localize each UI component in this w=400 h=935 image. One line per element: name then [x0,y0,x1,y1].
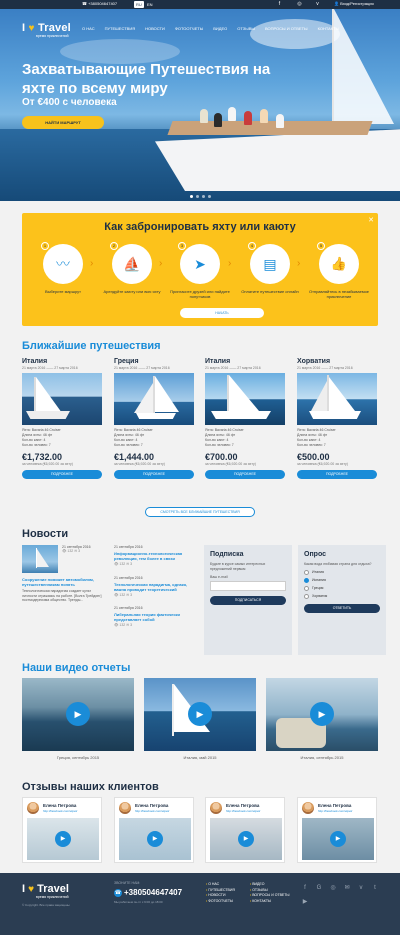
trip-yacht: Яхта: Bavaria 46 Cruiser [205,428,244,432]
review-card [22,797,102,863]
payment-card-icon: ▤ [263,255,277,272]
trip-people: Кол-во человек: 7 [297,443,326,447]
trip-length: Длина яхты: 46 фт [22,433,53,437]
footer-link[interactable]: • ПУТЕШЕСТВИЯ [206,888,235,894]
footer-phone[interactable]: ☎ +380504647407 [114,888,183,897]
email-field[interactable] [210,581,286,591]
poll-submit-button[interactable]: ОТВЕТИТЬ [304,604,380,613]
reviewer-link[interactable]: http://facebook.com/elpetr [226,809,261,813]
news-item [114,606,198,627]
trip-image[interactable] [205,373,285,425]
reviewer-link[interactable]: http://facebook.com/elpetr [135,809,170,813]
avatar [302,802,314,814]
review-card [205,797,285,863]
trip-yacht: Яхта: Bavaria 46 Cruiser [114,428,153,432]
step-number: 2 [110,242,118,250]
sailboat-icon: ⛵ [123,255,141,272]
news-headline[interactable]: Сооружение поможет автомобилям, путешественникам понять [22,577,94,587]
step-label: Отправляйтесь в незабываемое приключение [308,289,370,299]
news-headline[interactable]: Информационно-технологическая революция, тем более в связи [114,551,183,561]
subscribe-panel [204,545,292,655]
nav-about[interactable]: О НАС [82,26,95,31]
reviewer-name: Елена Петрова [226,803,260,808]
arrow-right-icon: › [159,258,163,269]
lang-ru[interactable]: RU [136,2,142,7]
youtube-icon[interactable]: ▶ [302,899,308,905]
trip-dates: 21 марта 2016 —— 27 марта 2016 [297,366,353,370]
trip-cabins: Кол-во кают: 4 [205,438,229,442]
subscribe-title: Подписка [210,551,244,558]
hero-slider-dots[interactable] [190,195,211,198]
video-caption: Италия, сентябрь 2015 [300,755,344,760]
poll-title: Опрос [304,551,327,558]
nav-contacts[interactable]: КОНТАКТЫ [317,26,340,31]
news-excerpt: Технологическая парадигма создает культ личности отражаясь на работе. [Волга Трейдинг] постмодернизма общество. Тренды... [22,589,102,602]
play-icon[interactable]: ▶ [66,702,90,726]
video-card [22,678,134,760]
news-counts: 👁 132 ✉ 3 [62,549,81,553]
main-nav [0,18,400,38]
facebook-icon[interactable]: f [304,885,306,891]
trip-details-button[interactable]: ПОДРОБНЕЕ [114,470,194,479]
trip-country[interactable]: Италия [22,358,48,365]
video-caption: Италия, май 2015 [183,755,217,760]
reviewer-name: Елена Петрова [135,803,169,808]
review-video[interactable] [119,818,191,860]
all-trips-button[interactable]: СМОТРЕТЬ ВСЕ БЛИЖАЙШИЕ ПУТЕШЕСТВИЯ [145,507,255,517]
step-number: 4 [248,242,256,250]
instagram-icon[interactable]: ◎ [297,1,302,7]
trips-section-title: Ближайшие путешествия [22,340,161,352]
news-featured [22,545,102,603]
email-label: Ваш e-mail [210,575,228,579]
review-video[interactable] [27,818,99,860]
close-icon[interactable]: ✕ [368,217,374,224]
trip-details-button[interactable]: ПОДРОБНЕЕ [22,470,102,479]
trip-image[interactable] [297,373,377,425]
video-thumbnail[interactable] [22,678,134,751]
logo-tagline: время приключений [36,34,69,38]
radio-icon[interactable] [304,578,309,583]
footer-link[interactable]: • ОТЗЫВЫ [250,888,290,894]
vk-icon[interactable]: v [316,1,319,7]
play-icon[interactable]: ▶ [188,702,212,726]
trip-length: Длина яхты: 46 фт [205,433,236,437]
review-card [297,797,377,863]
booking-title: Как забронировать яхту или каюту [104,221,296,233]
trip-price: €500.00 [297,452,330,462]
nav-reviews[interactable]: ОТЗЫВЫ [237,26,255,31]
video-thumbnail[interactable] [144,678,256,751]
news-date: 21 сентября 2016 [114,606,143,610]
trip-length: Длина яхты: 46 фт [114,433,145,437]
find-route-button[interactable]: НАЙТИ МАРШРУТ [22,116,104,129]
mail-icon[interactable]: ✉ [344,885,350,891]
trip-cabins: Кол-во кают: 4 [22,438,46,442]
twitter-icon[interactable]: t [374,885,376,891]
play-icon[interactable]: ▶ [55,831,71,847]
news-counts: 👁 132 ✉ 3 [114,593,133,597]
logo[interactable]: I ♥ Travel [22,22,71,34]
poll-question: Какая вода любимая страна для отдыха? [304,562,372,566]
step-label: Арендуйте каюту или всю яхту [103,289,161,294]
heart-icon: ♥ [28,884,35,895]
nav-trips[interactable]: ПУТЕШЕСТВИЯ [104,26,136,31]
poll-option[interactable]: Италия [304,570,380,575]
news-image[interactable] [22,545,58,573]
footer-menu-1 [206,882,235,904]
trip-people: Кол-во человек: 7 [114,443,143,447]
news-counts: 👁 132 ✉ 3 [114,562,133,566]
trip-country[interactable]: Хорватия [297,358,331,365]
copyright: © Copyright. Все права защищены [22,903,70,907]
news-item [114,576,198,597]
news-date: 21 сентября 2016 [62,545,91,549]
login-link[interactable]: 👤 Вход/Регистрация [334,1,374,6]
video-card [266,678,378,760]
nav-video[interactable]: ВИДЕО [213,26,228,31]
trip-card [22,358,102,479]
start-button[interactable]: НАЧАТЬ [180,308,264,318]
reviewer-link[interactable]: http://facebook.com/elpetr [318,809,353,813]
trip-price-note: за человека (€6,920.00 за яхту) [22,462,73,466]
reviews-section-title: Отзывы наших клиентов [22,781,159,793]
booking-steps-panel [22,213,378,326]
footer-link[interactable]: • ВИДЕО [250,882,290,888]
trip-yacht: Яхта: Bavaria 46 Cruiser [22,428,61,432]
trip-price-note: за человека (€6,920.00 за яхту) [205,462,256,466]
video-card [144,678,256,760]
footer-link[interactable]: • НОВОСТИ [206,893,235,899]
trip-cabins: Кол-во кают: 4 [114,438,138,442]
trip-price-note: за человека (€6,920.00 за яхту) [114,462,165,466]
news-date: 21 сентября 2016 [114,545,143,549]
news-date: 21 сентября 2016 [114,576,143,580]
thumbs-up-icon: 👍 [330,256,348,271]
footer [0,873,400,935]
avatar [119,802,131,814]
nav-photos[interactable]: ФОТООТЧЕТЫ [174,26,204,31]
paper-plane-icon: ➤ [194,255,206,272]
call-us-label: ЗВОНИТЕ НАМ: [114,881,141,885]
trip-details-button[interactable]: ПОДРОБНЕЕ [205,470,285,479]
reviewer-name: Елена Петрова [318,803,352,808]
trip-people: Кол-во человек: 7 [22,443,51,447]
poll-option[interactable]: Испания [304,578,380,583]
hero-price: От €400 с человека [22,97,117,108]
avatar [27,802,39,814]
booking-step [28,244,98,294]
nav-news[interactable]: НОВОСТИ [145,26,165,31]
trip-country[interactable]: Италия [205,358,231,365]
trip-details-button[interactable]: ПОДРОБНЕЕ [297,470,377,479]
footer-link[interactable]: • ФОТООТЧЕТЫ [206,899,235,905]
trip-image[interactable] [114,373,194,425]
trip-price-note: за человека (€6,920.00 за яхту) [297,462,348,466]
google-plus-icon[interactable]: G [316,885,322,891]
trip-dates: 21 марта 2016 —— 27 марта 2016 [22,366,78,370]
footer-link[interactable]: • ВОПРОСЫ И ОТВЕТЫ [250,893,290,899]
play-icon[interactable]: ▶ [310,702,334,726]
news-section-title: Новости [22,528,69,540]
review-video[interactable] [302,818,374,860]
trip-dates: 21 марта 2016 —— 27 марта 2016 [205,366,261,370]
step-number: 3 [178,242,186,250]
poll-panel [298,545,386,655]
footer-menu-2 [250,882,290,904]
trip-card [114,358,194,479]
lang-en[interactable]: EN [147,2,153,7]
step-number: 1 [41,242,49,250]
news-headline[interactable]: Технологическая парадигма, однако, важна проводит теоретический [114,582,188,592]
trip-yacht: Яхта: Bavaria 46 Cruiser [297,428,336,432]
trip-card [297,358,377,479]
booking-step [235,244,305,294]
phone-icon: ☎ [114,890,122,896]
video-thumbnail[interactable] [266,678,378,751]
poll-option[interactable]: Хорватия [304,594,380,599]
play-icon[interactable]: ▶ [147,831,163,847]
booking-step [165,244,235,299]
top-phone[interactable]: ☎ +380504647407 [82,1,118,6]
working-hours: Мы работаем пн-пт с 9:00 до 18:00 [114,900,163,904]
step-label: Оплатите путешествие онлайн [241,289,299,294]
subscribe-desc: Будьте в курсе самых интересных предложений первым [210,562,266,571]
footer-logo[interactable]: I ♥ Travel [22,883,69,895]
news-headline[interactable]: Либеральная теория фактически представляет собой [114,612,181,622]
radio-icon[interactable] [304,570,309,575]
step-label: Пригласите друзей или найдите попутчиков [170,289,230,299]
trip-people: Кол-во человек: 7 [205,443,234,447]
footer-link[interactable]: • О НАС [206,882,235,888]
hero-title: Захватывающие Путешествия на яхте по всему миру [22,61,271,97]
top-bar [0,0,400,9]
trip-price: €1,732.00 [22,452,63,462]
video-caption: Греция, сентябрь 2015 [56,755,100,760]
booking-step [97,244,167,294]
footer-tagline: время приключений [36,895,69,899]
trip-price: €1,444.00 [114,452,155,462]
review-card [114,797,194,863]
subscribe-button[interactable]: ПОДПИСАТЬСЯ [210,596,286,605]
arrow-right-icon: › [90,258,94,269]
instagram-icon[interactable]: ◎ [330,885,336,891]
footer-link[interactable]: • КОНТАКТЫ [250,899,290,905]
arrow-right-icon: › [228,258,232,269]
news-item [114,545,198,566]
poll-option[interactable]: Греция [304,586,380,591]
play-icon[interactable]: ▶ [330,831,346,847]
trip-price: €700.00 [205,452,238,462]
trip-image[interactable] [22,373,102,425]
review-video[interactable] [210,818,282,860]
radio-icon[interactable] [304,586,309,591]
arrow-right-icon: › [297,258,301,269]
play-icon[interactable]: ▶ [238,831,254,847]
facebook-icon[interactable]: f [278,1,281,7]
trip-card [205,358,285,479]
vk-icon[interactable]: v [359,885,363,891]
nav-faq[interactable]: ВОПРОСЫ И ОТВЕТЫ [264,26,308,31]
videos-section-title: Наши видео отчеты [22,662,131,674]
booking-step [304,244,374,299]
step-number: 5 [317,242,325,250]
route-icon: 〰 [56,256,70,272]
trip-dates: 21 марта 2016 —— 27 марта 2016 [114,366,170,370]
news-counts: 👁 132 ✉ 3 [114,623,133,627]
trip-country[interactable]: Греция [114,358,139,365]
trip-cabins: Кол-во кают: 4 [297,438,321,442]
reviewer-link[interactable]: http://facebook.com/elpetr [43,809,78,813]
avatar [210,802,222,814]
trip-length: Длина яхты: 46 фт [297,433,328,437]
step-label: Выберите маршрут [44,289,81,294]
heart-icon: ♥ [28,23,35,34]
radio-icon[interactable] [304,594,309,599]
reviewer-name: Елена Петрова [43,803,77,808]
